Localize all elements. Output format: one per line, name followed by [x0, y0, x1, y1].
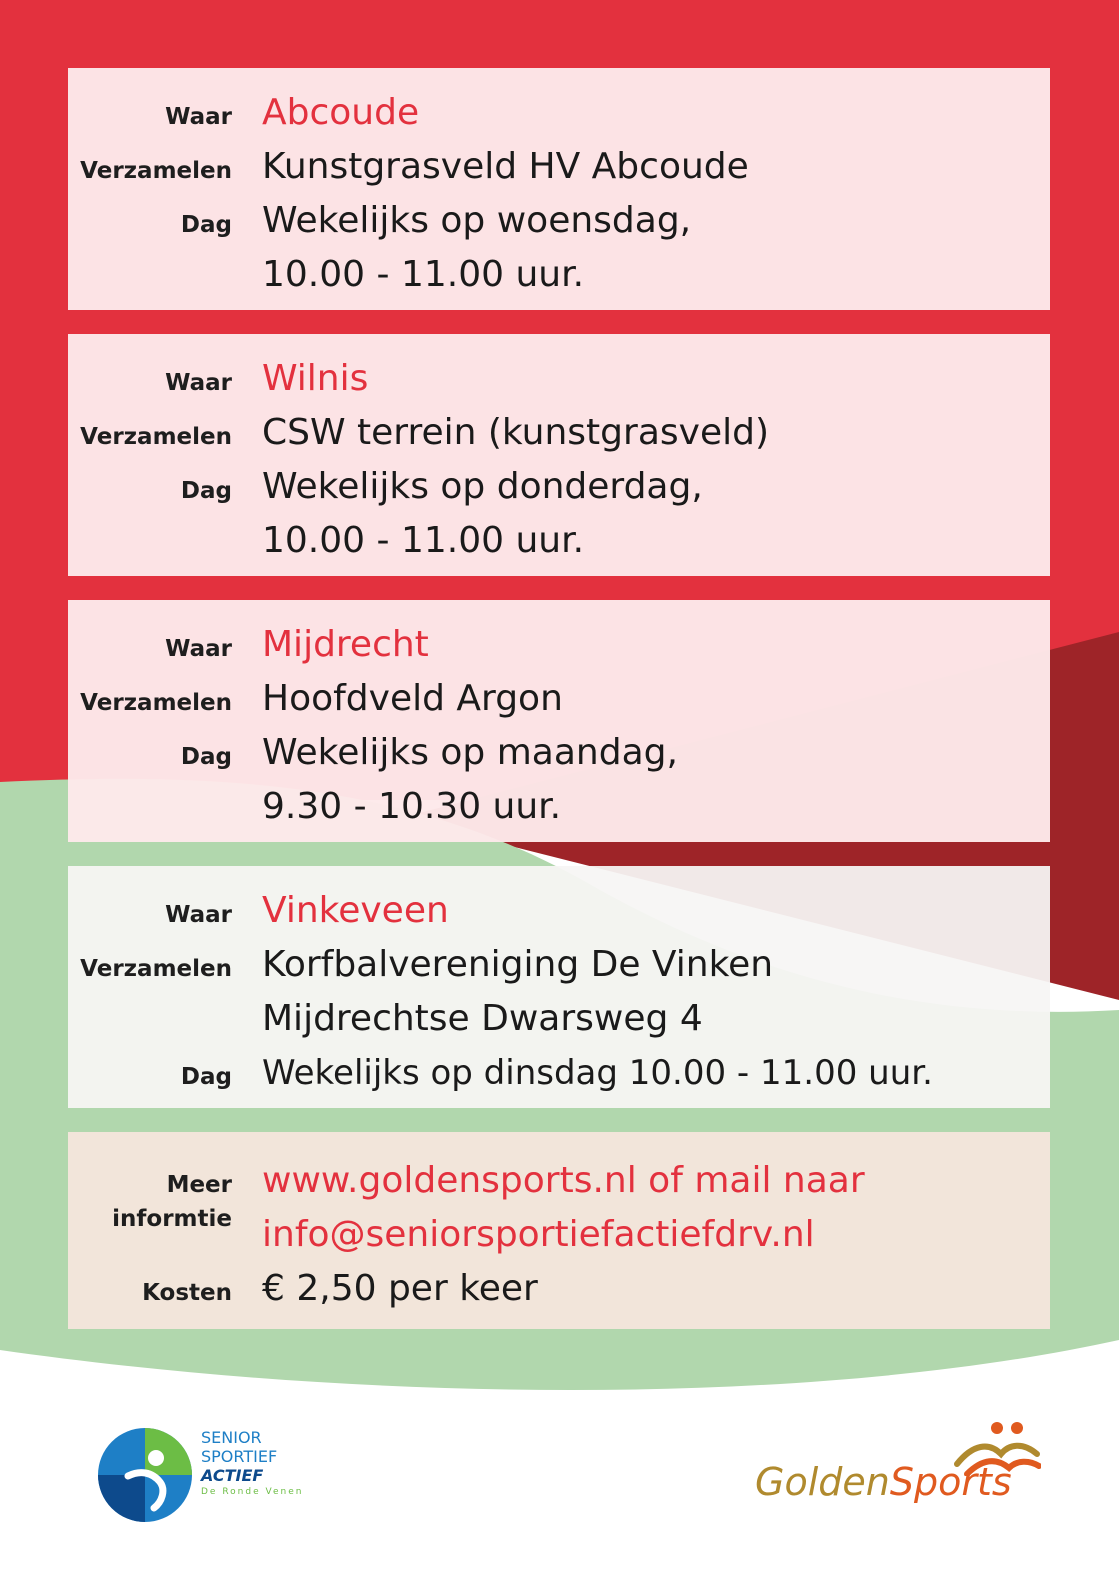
day-label: Dag [180, 212, 232, 238]
meet-label: Verzamelen [80, 158, 232, 184]
location-card-wilnis [68, 334, 1050, 576]
location-name: Mijdrecht [262, 624, 429, 665]
day-label: Dag [180, 1064, 232, 1090]
where-label: Waar [165, 902, 232, 928]
meet-value: CSW terrein (kunstgrasveld) [262, 412, 769, 453]
day-value: Wekelijks op donderdag, [262, 466, 703, 507]
day-value: Wekelijks op woensdag, [262, 200, 692, 241]
time-value: 9.30 - 10.30 uur. [262, 786, 562, 827]
where-label: Waar [165, 370, 232, 396]
cost-label: Kosten [142, 1280, 232, 1306]
gs-sports: Sports [889, 1460, 1012, 1504]
meet-value: Hoofdveld Argon [262, 678, 563, 719]
location-name: Abcoude [262, 92, 420, 133]
cost-value: € 2,50 per keer [262, 1268, 538, 1309]
website-link[interactable]: www.goldensports.nl of mail naar [262, 1160, 865, 1201]
day-label: Dag [180, 744, 232, 770]
gs-golden: Golden [755, 1460, 890, 1504]
golden-sports-logo [755, 1420, 1045, 1510]
day-label: Dag [180, 478, 232, 504]
time-value: 10.00 - 11.00 uur. [262, 520, 585, 561]
meet-label: Verzamelen [80, 424, 232, 450]
ssa-line3: ACTIEF [201, 1466, 264, 1485]
senior-sportief-actief-logo [96, 1426, 326, 1526]
ssa-tagline: De Ronde Venen [201, 1487, 304, 1497]
more-info-label: Meer informtie [112, 1172, 232, 1232]
location-name: Wilnis [262, 358, 369, 399]
info-card [68, 1132, 1050, 1329]
time-value: 10.00 - 11.00 uur. [262, 254, 585, 295]
location-card-mijdrecht [68, 600, 1050, 842]
email-link[interactable]: info@seniorsportiefactiefdrv.nl [262, 1214, 815, 1255]
meet-label: Verzamelen [80, 690, 232, 716]
ssa-emblem-icon [96, 1426, 194, 1524]
meet-value: Kunstgrasveld HV Abcoude [262, 146, 749, 187]
location-card-vinkeveen [68, 866, 1050, 1108]
day-value: Wekelijks op dinsdag 10.00 - 11.00 uur. [262, 1053, 933, 1093]
where-label: Waar [165, 104, 232, 130]
meet-label: Verzamelen [80, 956, 232, 982]
meet-value: Korfbalvereniging De Vinken [262, 944, 774, 985]
ssa-line2: SPORTIEF [201, 1447, 278, 1466]
where-label: Waar [165, 636, 232, 662]
location-name: Vinkeveen [262, 890, 449, 931]
location-card-abcoude [68, 68, 1050, 310]
ssa-line1: SENIOR [201, 1428, 262, 1447]
day-value: Wekelijks op maandag, [262, 732, 678, 773]
address-value: Mijdrechtse Dwarsweg 4 [262, 998, 703, 1039]
